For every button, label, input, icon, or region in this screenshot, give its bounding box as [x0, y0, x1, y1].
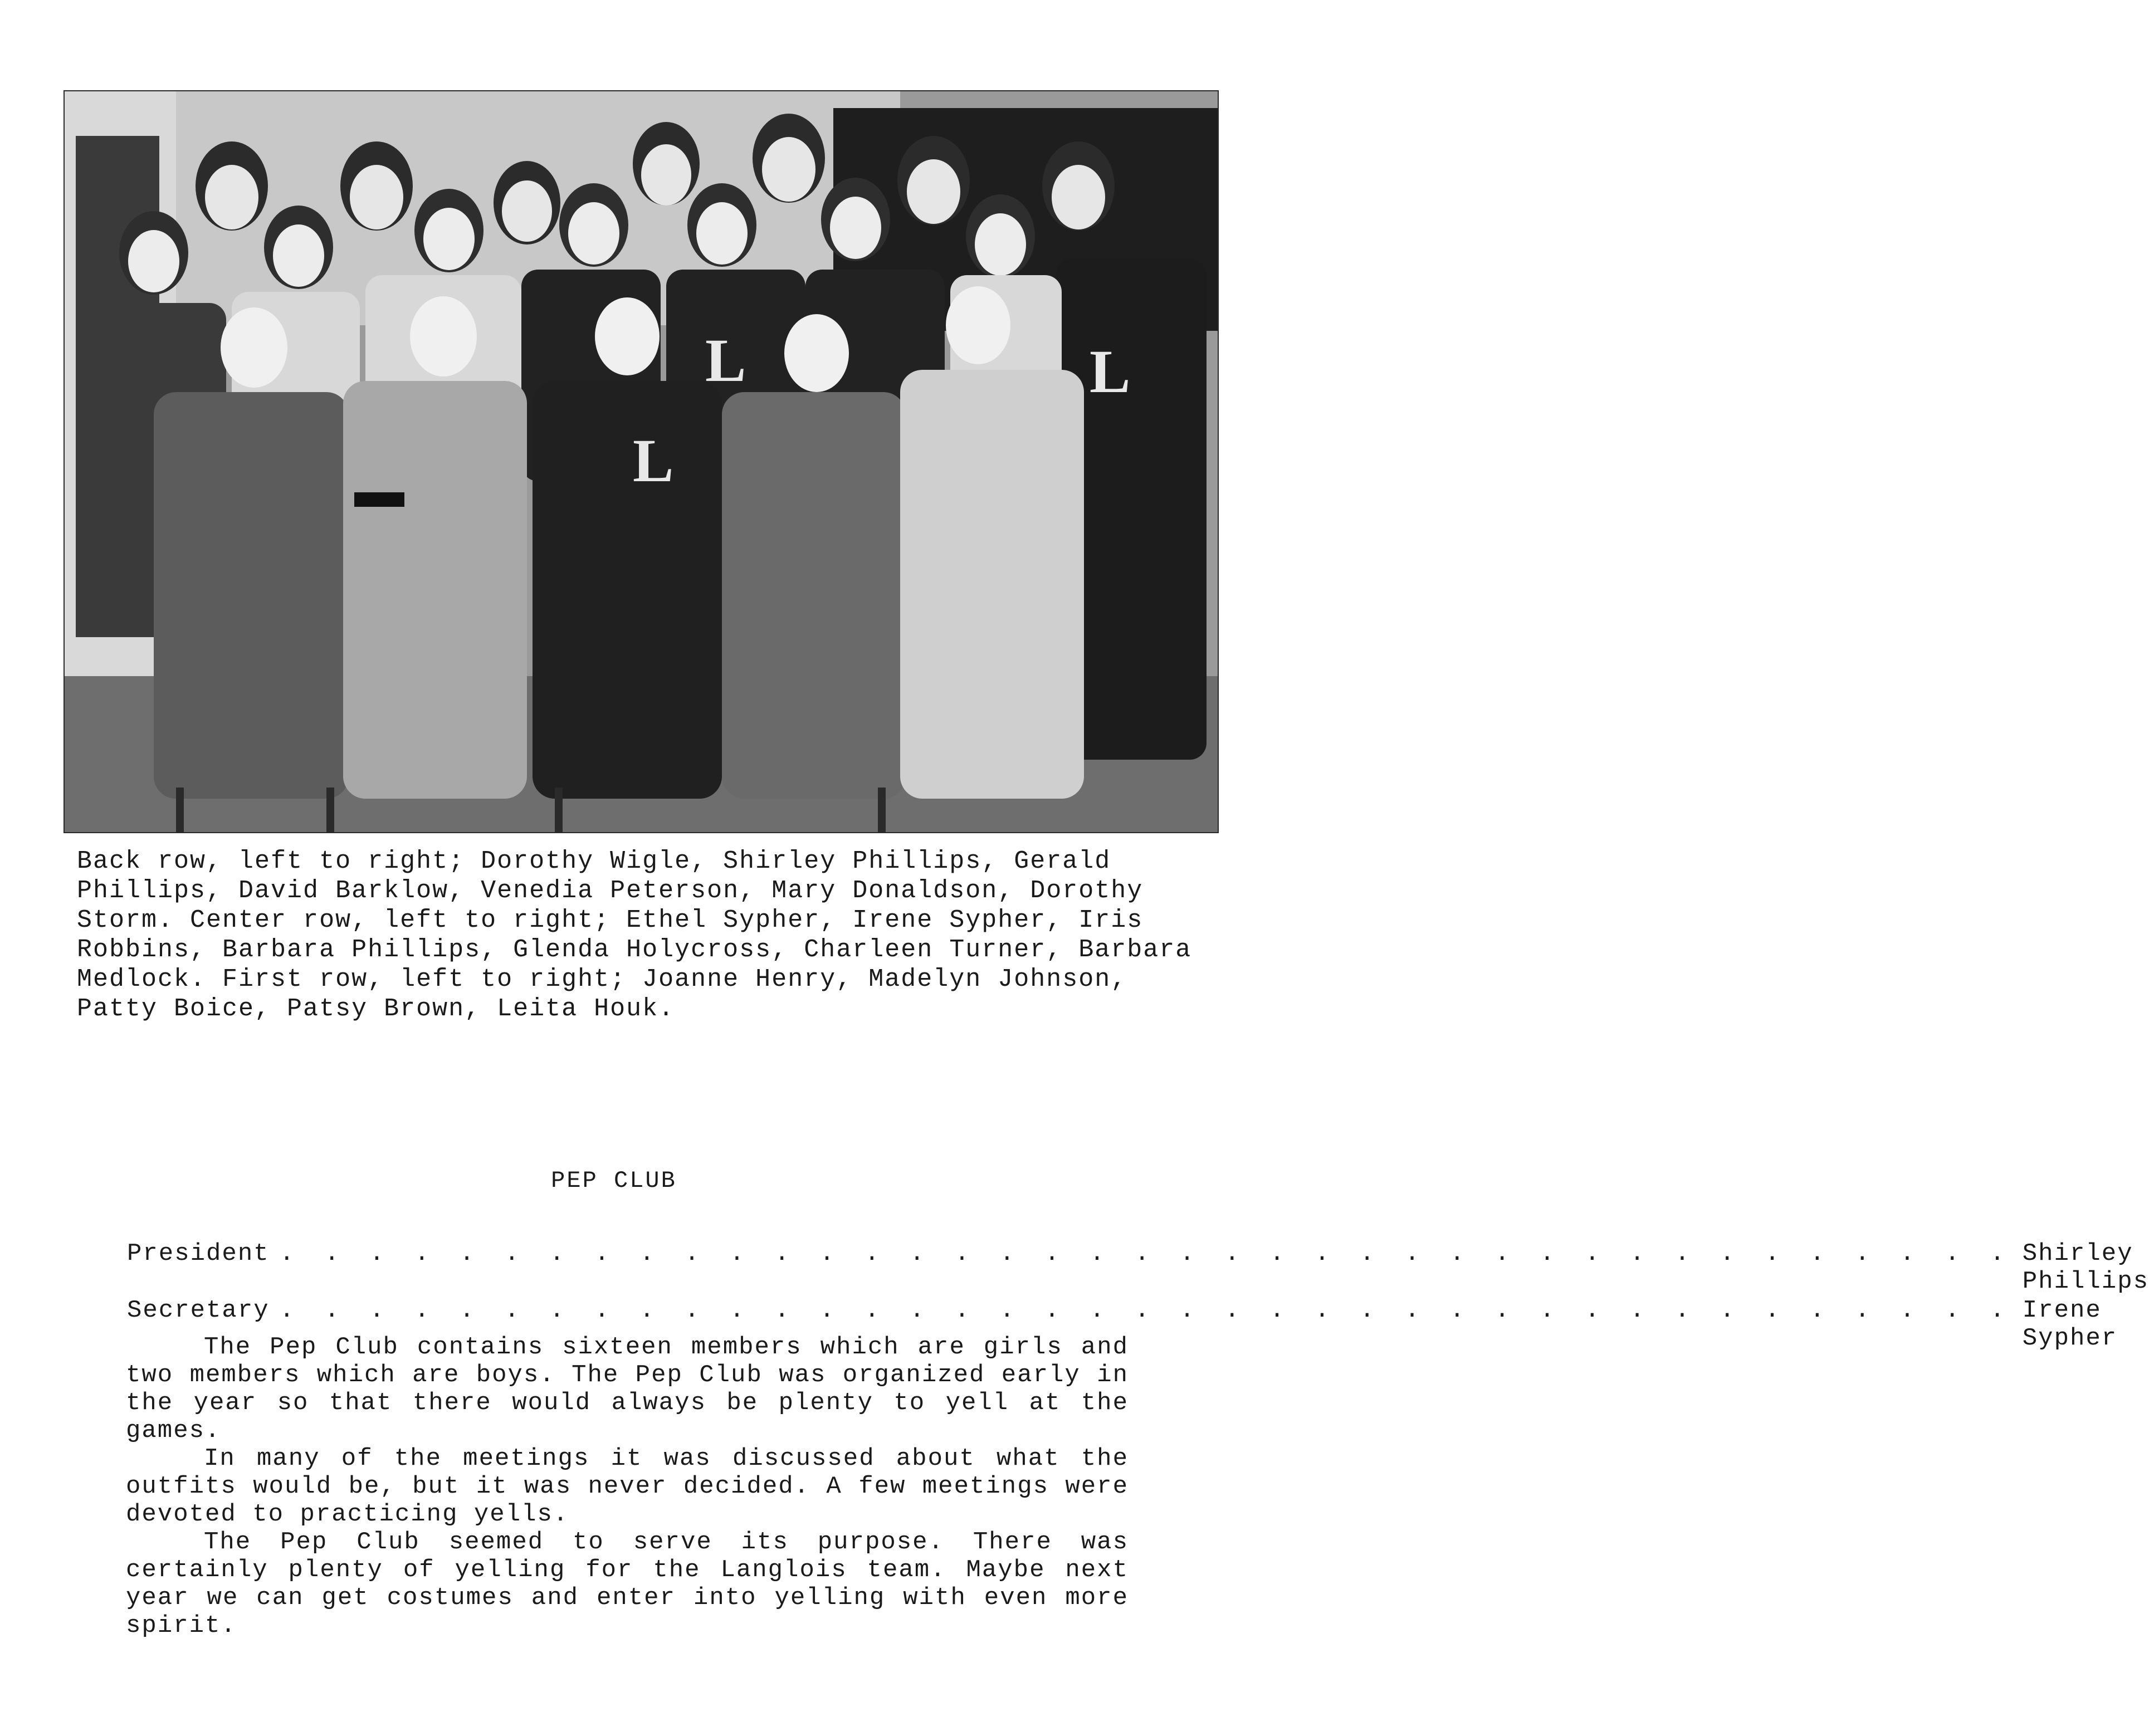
svg-text:L: L: [633, 427, 674, 495]
section-title: PEP CLUB: [551, 1167, 677, 1194]
paragraph: The Pep Club contains sixteen members which are girls and two members which are boys. The Pep Club was organized early in the year so that there would always be plenty to yell at the games.: [126, 1333, 1129, 1445]
club-description: [126, 1333, 1129, 1640]
svg-text:L: L: [705, 326, 746, 394]
officer-row-president: [127, 1240, 2149, 1295]
svg-text:L: L: [1090, 338, 1131, 405]
officer-name: Shirley Phillips: [2022, 1240, 2149, 1295]
group-photo: [64, 90, 1219, 833]
paragraph: In many of the meetings it was discussed about what the outfits would be, but it was never decided. A few meetings were devoted to practicing yells.: [126, 1445, 1129, 1528]
dot-leader: . . . . . . . . . . . . . . . . . . . . . . . . . . . . . . . . . . . . . . .: [279, 1240, 2013, 1268]
photo-caption: Back row, left to right; Dorothy Wigle, Shirley Phillips, Gerald Phillips, David Barklow, Venedia Peterson, Mary Donaldson, Dorothy Storm. Center row, left to right; Ethel Sypher, Irene Sypher, Iris Robbins, Barbara Phillips, Glenda Holycross, Charleen Turner, Barbara Medlock. First row, left to right; Joanne Henry, Madelyn Johnson, Patty Boice, Patsy Brown, Leita Houk.: [77, 847, 1192, 1023]
officer-role: Secretary: [127, 1297, 270, 1324]
officer-role: President: [127, 1240, 270, 1268]
officer-name: Irene Sypher: [2022, 1297, 2118, 1352]
dot-leader: . . . . . . . . . . . . . . . . . . . . . . . . . . . . . . . . . . . . . . .: [279, 1297, 2013, 1324]
group-photo-icon: [65, 91, 1218, 832]
paragraph: The Pep Club seemed to serve its purpose. There was certainly plenty of yelling for the Langlois team. Maybe next year we can get costumes and enter into yelling with even more spirit.: [126, 1528, 1129, 1640]
